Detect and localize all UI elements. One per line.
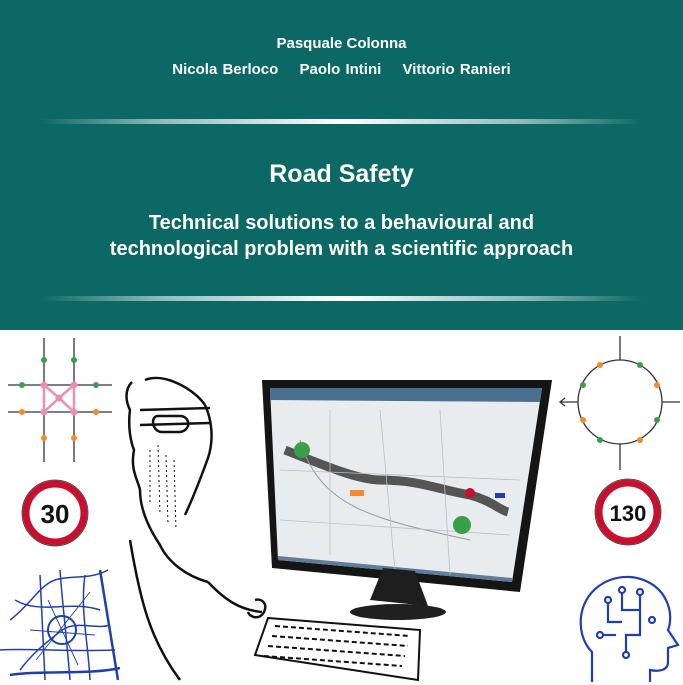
speed-limit-130-label: 130: [609, 501, 647, 526]
interchange-icon: [8, 338, 112, 462]
book-subtitle: [0, 210, 683, 262]
speed-limit-30-sign-icon: [22, 480, 88, 546]
author-list: [0, 61, 683, 78]
subtitle-line: Technical solutions to a behavioural and: [148, 212, 535, 234]
speed-limit-130-sign-icon: [595, 479, 661, 545]
book-title: Road Safety: [269, 160, 414, 188]
monitor-icon: [262, 380, 552, 620]
cover-illustration: [0, 330, 683, 685]
divider-bottom: [40, 296, 643, 301]
cover-banner: [0, 0, 683, 330]
keyboard-icon: [255, 618, 420, 680]
city-road-network-map-icon: [0, 570, 120, 680]
author-name: Nicola Berloco: [172, 61, 279, 78]
speed-limit-30-label: 30: [40, 499, 70, 529]
subtitle-line: technological problem with a scientific approach: [109, 238, 574, 260]
roundabout-icon: [560, 336, 680, 470]
author-primary: Pasquale Colonna: [276, 35, 407, 52]
divider-top: [40, 119, 643, 124]
author-name: Paolo Intini: [299, 61, 382, 78]
ai-head-circuit-icon: [581, 577, 678, 682]
person-at-computer-illustration: [127, 378, 266, 680]
author-name: Vittorio Ranieri: [402, 61, 511, 78]
